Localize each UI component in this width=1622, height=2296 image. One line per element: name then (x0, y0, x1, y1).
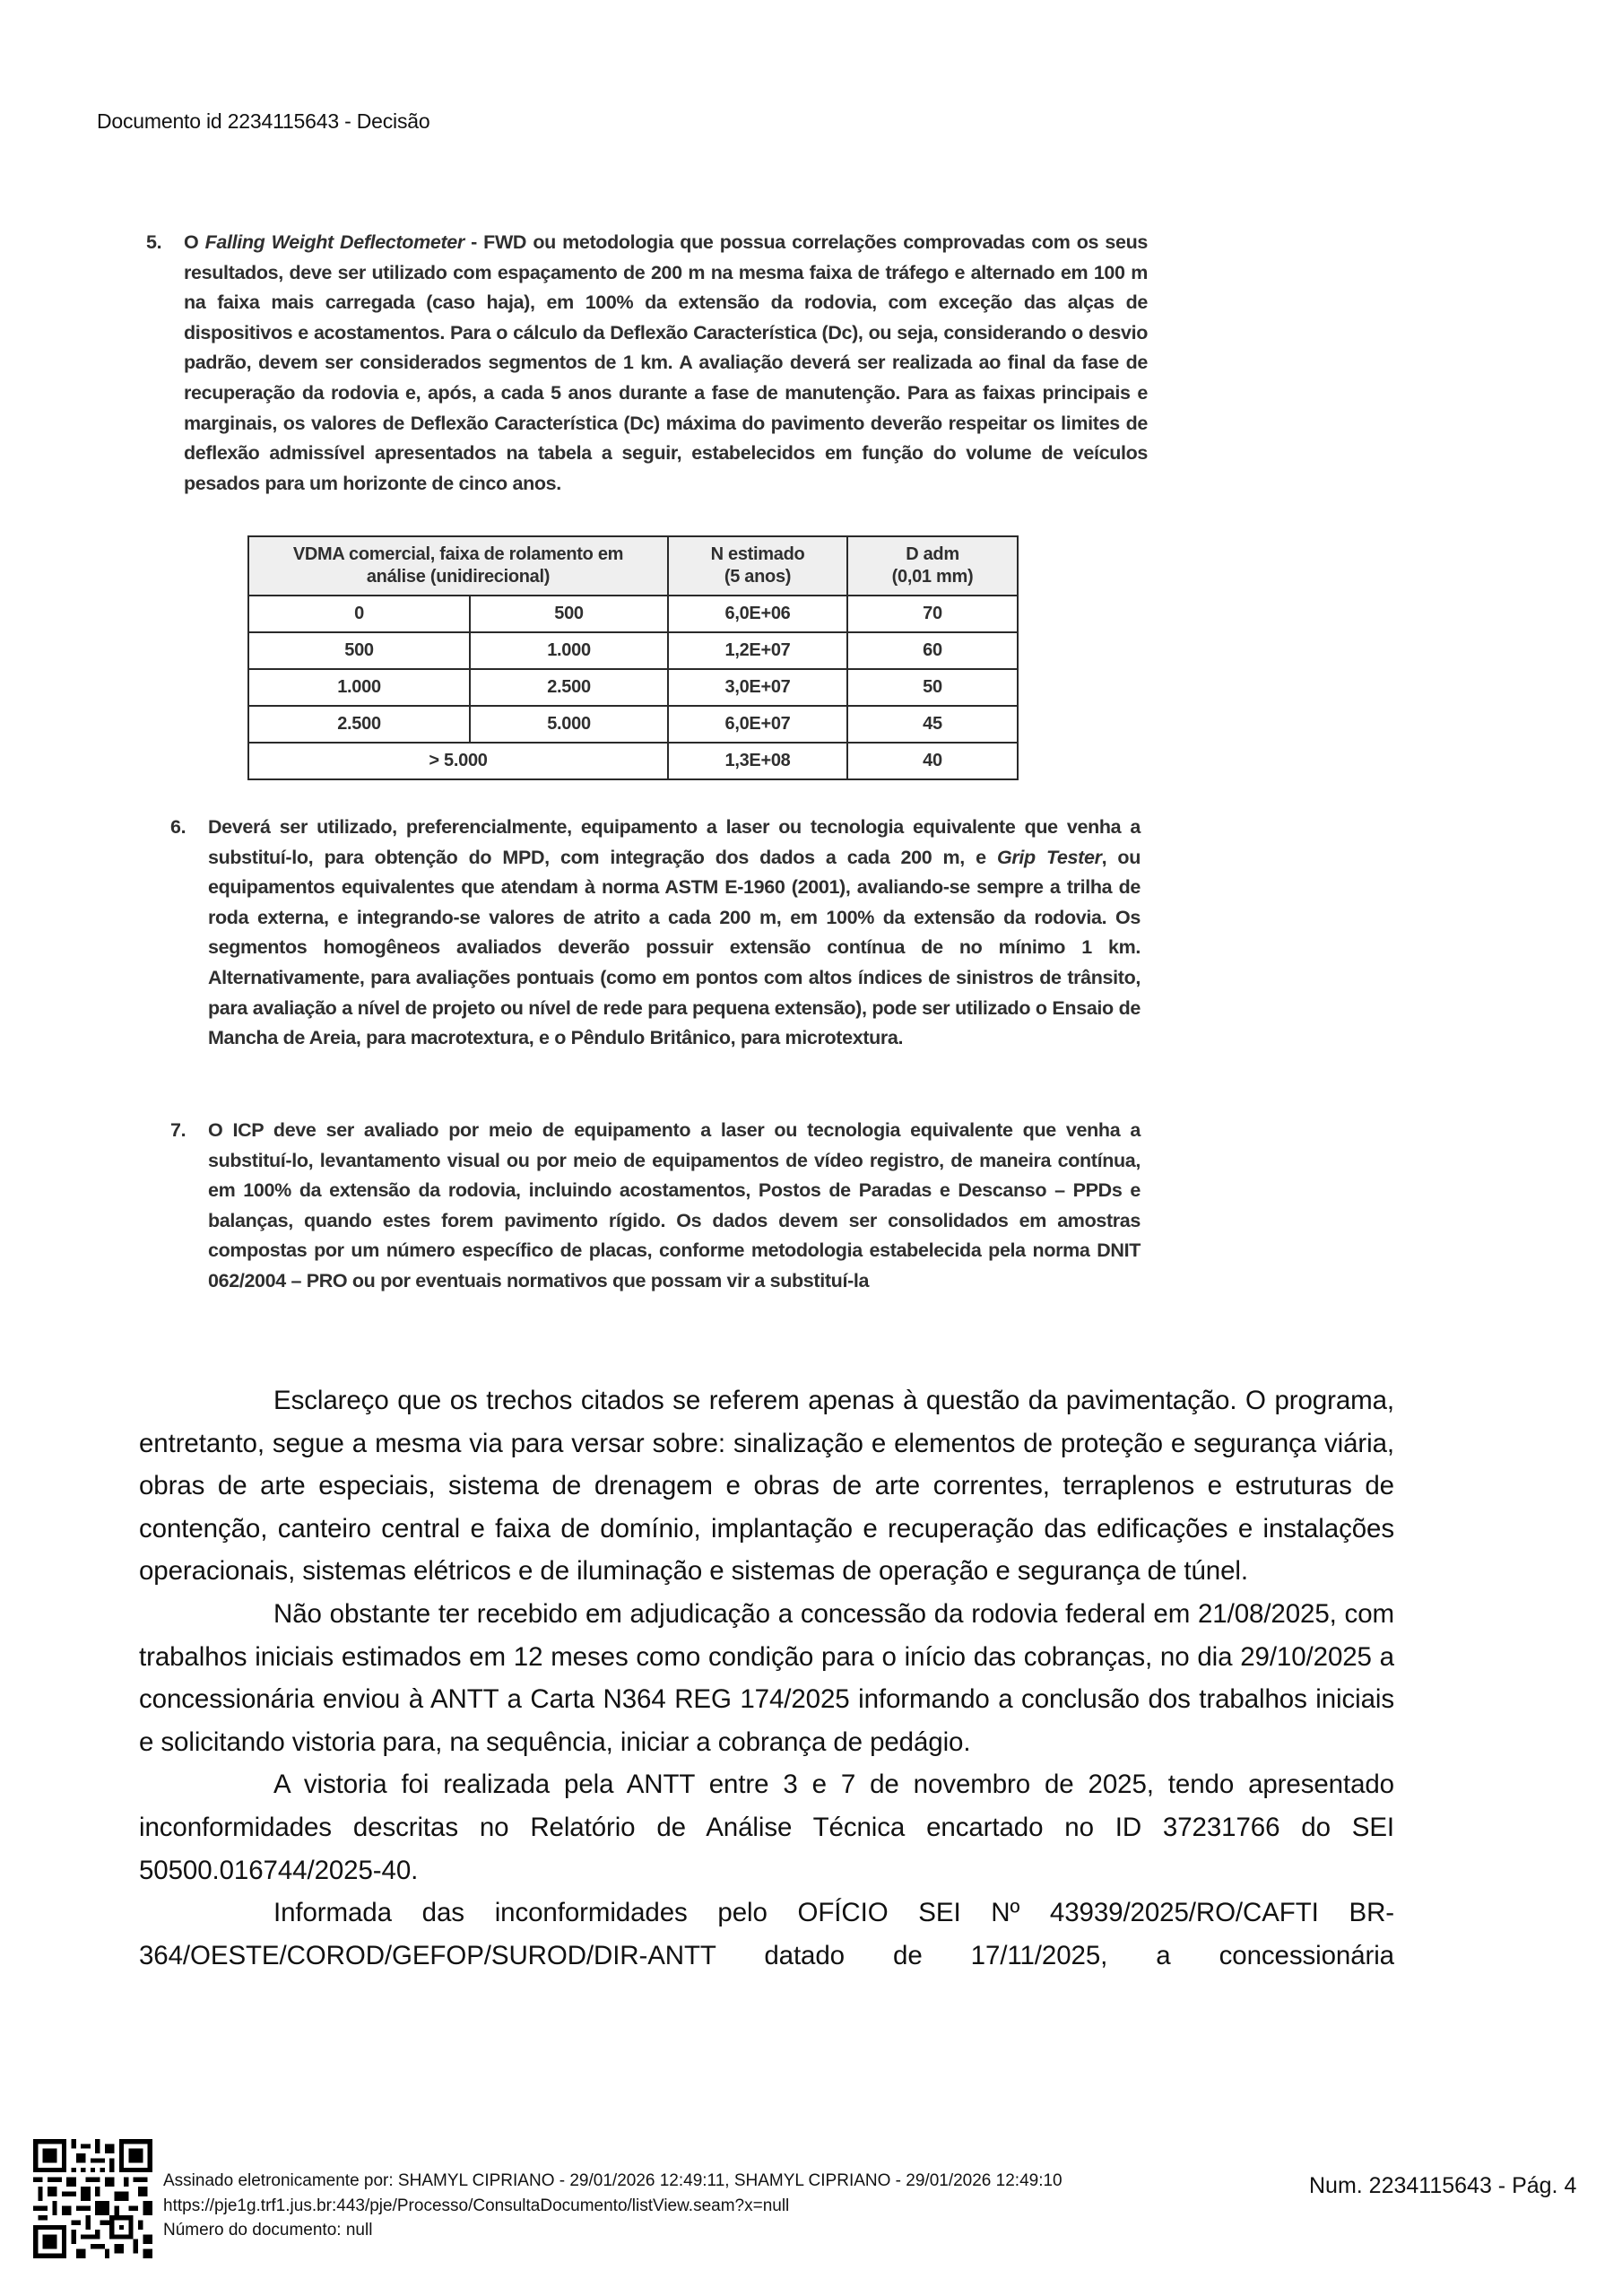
item-body (208, 813, 1141, 1054)
cell-n: 3,0E+07 (668, 669, 847, 706)
cell-from: 1.000 (248, 669, 470, 706)
paragraph: Não obstante ter recebido em adjudicação a concessão da rodovia federal em 21/08/2025, com trabalhos iniciais estimados em 12 meses como condição para o início das cobranças, no dia 29/10/2025 a concessionária enviou à ANTT a Carta N364 REG 174/2025 informando a conclusão dos trabalhos iniciais e solicitando vistoria para, na sequência, iniciar a cobrança de pedágio. (139, 1598, 1394, 1757)
cell-n: 6,0E+07 (668, 706, 847, 743)
item-text-italic: Grip Tester (996, 846, 1102, 868)
table-row (248, 632, 1018, 669)
cell-to: 1.000 (470, 632, 668, 669)
item-text: O (184, 231, 205, 253)
item-body (184, 228, 1148, 499)
cell-to: 2.500 (470, 669, 668, 706)
item-number: 7. (170, 1119, 186, 1141)
table-row (248, 743, 1018, 779)
header-vdma: VDMA comercial, faixa de rolamento em análise (unidirecional) (248, 536, 668, 596)
cell-n: 1,2E+07 (668, 632, 847, 669)
item-text: O ICP deve ser avaliado por meio de equipamento a laser ou tecnologia equivalente que venha a substituí-lo, levantamento visual ou por meio de equipamentos de vídeo registro, de maneira contínua, em 100% da extensão da rodovia, incluindo acostamentos, Postos de Paradas e Descanso – PPDs e balanças, quando estes forem pavimento rígido. Os dados devem ser consolidados em amostras compostas por um número específico de placas, conforme metodologia estabelecida pela norma DNIT 062/2004 – PRO ou por eventuais normativos que possam vir a substituí-la (208, 1119, 1141, 1292)
table-row (248, 669, 1018, 706)
cell-from: 500 (248, 632, 470, 669)
cell-d: 40 (847, 743, 1018, 779)
cell-range: > 5.000 (248, 743, 668, 779)
table-header-row (248, 536, 1018, 596)
deflection-table (247, 535, 1019, 780)
signature-block (163, 2169, 1063, 2243)
cell-to: 5.000 (470, 706, 668, 743)
signed-by-text: Assinado eletronicamente por: SHAMYL CIPRIANO - 29/01/2026 12:49:11, SHAMYL CIPRIANO - 29/01/2026 12:49:10 (163, 2171, 1063, 2190)
paragraph: Informada das inconformidades pelo OFÍCIO SEI Nº 43939/2025/RO/CAFTI BR-364/OESTE/COROD/GEFOP/SUROD/DIR-ANTT datado de 17/11/2025, a concessionária (139, 1898, 1394, 1970)
cell-d: 70 (847, 596, 1018, 632)
page-number-label: Num. 2234115643 - Pág. 4 (1309, 2173, 1577, 2198)
cell-d: 45 (847, 706, 1018, 743)
item-text: , ou equipamentos equivalentes que atendam à norma ASTM E-1960 (2001), avaliando-se sempre a trilha de roda externa, e integrando-se valores de atrito a cada 200 m, em 100% da extensão da rodovia. Os segmentos homogêneos avaliados deverão possuir extensão contínua de no mínimo 1 km. Alternativamente, para avaliações pontuais (como em pontos com altos índices de sinistros de trânsito, para avaliação a nível de projeto ou nível de rede para pequena extensão), pode ser utilizado o Ensaio de Mancha de Areia, para macrotextura, e o Pêndulo Britânico, para microtextura. (208, 846, 1141, 1049)
cell-n: 1,3E+08 (668, 743, 847, 779)
cell-d: 50 (847, 669, 1018, 706)
table-row (248, 596, 1018, 632)
cell-to: 500 (470, 596, 668, 632)
item-number: 6. (170, 816, 186, 838)
item-text-italic: Falling Weight Deflectometer (204, 231, 464, 253)
item-number: 5. (146, 231, 162, 253)
item-text: Deverá ser utilizado, preferencialmente, equipamento a laser ou tecnologia equivalente que venha a substituí-lo, para obtenção do MPD, com integração dos dados a cada 200 m, e (208, 816, 1141, 868)
cell-n: 6,0E+06 (668, 596, 847, 632)
document-url-link[interactable]: https://pje1g.trf1.jus.br:443/pje/Processo/ConsultaDocumento/listView.seam?x=null (163, 2196, 790, 2215)
table-row (248, 706, 1018, 743)
qr-code-icon (33, 2139, 152, 2258)
decision-body (139, 1379, 1394, 1977)
paragraph: Esclareço que os trechos citados se referem apenas à questão da pavimentação. O programa, entretanto, segue a mesma via para versar sobre: sinalização e elementos de proteção e segurança viária, obras de arte especiais, sistema de drenagem e obras de arte correntes, terraplenos e estruturas de contenção, canteiro central e faixa de domínio, implantação e recuperação das edificações e instalações operacionais, sistemas elétricos e de iluminação e sistemas de operação e segurança de túnel. (139, 1386, 1394, 1587)
cell-from: 0 (248, 596, 470, 632)
cell-from: 2.500 (248, 706, 470, 743)
paragraph: A vistoria foi realizada pela ANTT entre 3 e 7 de novembro de 2025, tendo apresentado inconformidades descritas no Relatório de Análise Técnica encartado no ID 37231766 do SEI 50500.016744/2025-40. (139, 1770, 1394, 1885)
document-header-title: Documento id 2234115643 - Decisão (97, 109, 430, 133)
document-number-text: Número do documento: null (163, 2221, 373, 2239)
item-text: - FWD ou metodologia que possua correlações comprovadas com os seus resultados, deve ser utilizado com espaçamento de 200 m na mesma faixa de tráfego e alternado em 100 m na faixa mais carregada (caso haja), em 100% da extensão da rodovia, com exceção das alças de dispositivos e acostamentos. Para o cálculo da Deflexão Característica (Dc), ou seja, considerando o desvio padrão, devem ser considerados segmentos de 1 km. A avaliação deverá ser realizada ao final da fase de recuperação da rodovia e, após, a cada 5 anos durante a fase de manutenção. Para as faixas principais e marginais, os valores de Deflexão Característica (Dc) máxima do pavimento deverão respeitar os limites de deflexão admissível apresentados na tabela a seguir, estabelecidos em função do volume de veículos pesados para um horizonte de cinco anos. (184, 231, 1149, 494)
item-body (208, 1116, 1141, 1297)
header-d-adm: D adm (0,01 mm) (847, 536, 1018, 596)
header-n-estimado: N estimado (5 anos) (668, 536, 847, 596)
cell-d: 60 (847, 632, 1018, 669)
